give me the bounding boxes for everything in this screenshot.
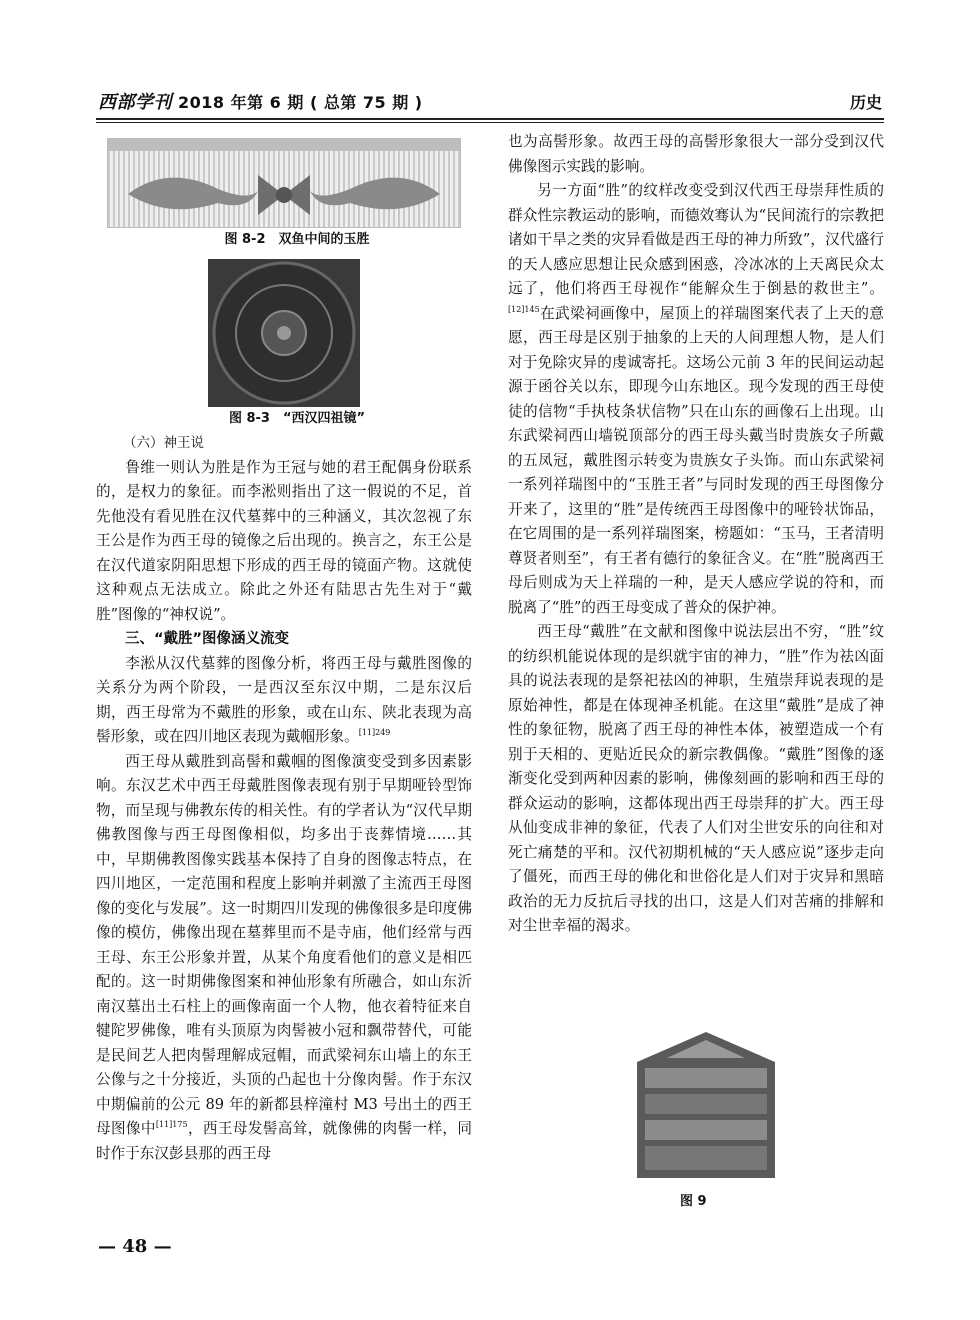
figure-8-3-image <box>208 259 360 407</box>
header-rule <box>96 118 884 120</box>
figure-8-2-image <box>107 138 461 228</box>
paragraph: 也为高髻形象。故西王母的高髻形象很大一部分受到汉代佛像图示实践的影响。 <box>508 133 884 175</box>
issue-info: 2018 年第 6 期 ( 总第 75 期 ) <box>178 93 423 112</box>
figure-8-2-caption: 图 8-2 双鱼中间的玉胜 <box>224 232 370 247</box>
right-column <box>508 130 884 939</box>
figure-9-image <box>628 1032 784 1178</box>
subsection-heading: （六）神王说 <box>123 435 204 451</box>
left-column <box>96 130 472 1166</box>
figure-9-caption: 图 9 <box>680 1194 707 1209</box>
paragraph: 西王母“戴胜”在文献和图像中说法层出不穷，“胜”纹的纺织机能说体现的是织就宇宙的神力，“胜”作为祛凶面具的说法表现的是祭祀祛凶的神职，生殖崇拜说表现的是原始神性，都是在体现神圣机能。在这里“戴胜”是成了神性的象征物，脱离了西王母的神性本体，被塑造成一个有别于天相的、更贴近民众的新宗教偶像。“戴胜”图像的逐渐变化受到两种因素的影响，佛像刻画的影响和西王母的群众运动的影响，这都体现出西王母崇拜的扩大。西王母从仙变成非神的象征，代表了人们对尘世安乐的向往和对死亡痛楚的平和。汉代初期机械的“天人感应说”逐步走向了僵死，而西王母的佛化和世俗化是人们对于灾异和黑暗政治的无力反抗后寻找的出口，这是人们对苦痛的排解和对尘世幸福的渴求。 <box>508 623 884 934</box>
journal-name: 西部学刊 <box>98 92 172 113</box>
citation: [12]145 <box>508 304 540 314</box>
section-label: 历史 <box>849 93 882 112</box>
paragraph: 鲁维一则认为胜是作为王冠与她的君王配偶身份联系的，是权力的象征。而李淞则指出了这一假说的不足，首先他没有看见胜在汉代墓葬中的三种涵义，其次忽视了东王公是作为西王母的镜像之后出现的。换言之，东王公是在汉代道家阴阳思想下形成的西王母的镜面产物。这就使这种观点无法成立。除此之外还有陆思古先生对于“戴胜”图像的“神权说”。 <box>96 458 472 623</box>
citation: [11]175 <box>155 1120 188 1130</box>
paragraph: 李淞从汉代墓葬的图像分析，将西王母与戴胜图像的关系分为两个阶段，一是西汉至东汉中期，二是东汉后期，西王母常为不戴胜的形象，或在山东、陕北表现为高髻形象，或在四川地区表现为戴帼形象。$^{[11]249}$ <box>96 654 472 745</box>
paragraph: 另一方面“胜”的纹样改变受到汉代西王母崇拜性质的群众性宗教运动的影响，而德效骞认为“民间流行的宗教把诸如干旱之类的灾异看做是西王母的神力所致”，汉代盛行的天人感应思想让民众感到困惑，冷冰冰的上天离民众太远了，他们将西王母视作“能解众生于倒悬的救世主”。$^{[12]145}$在武梁祠画像中，屋顶上的祥瑞图案代表了上天的意愿，西王母是区别于抽象的上天的人间理想人物，是人们对于免除灾异的虔诚寄托。这场公元前 3 年的民间运动起源于函谷关以东，即现今山东地区。现今发现的西王母使徒的信物“手执枝条状信物”只在山东的画像石上出现。山东武梁祠西山墙锐顶部分的西王母头戴当时贵族女子所戴的五凤冠，戴胜图示转变为贵族女子头饰。而山东武梁祠一系列祥瑞图中的“玉胜王者”与同时发现的西王母图像分开来了，这里的“胜”是传统西王母图像中的哑铃状饰品，在它周围的是一系列祥瑞图案，榜题如：“玉马，王者清明尊贤者则至”，有王者有德行的象征含义。在“胜”脱离西王母后则成为天上祥瑞的一种，是天人感应学说的符和，而脱离了“胜”的西王母变成了普众的保护神。 <box>508 182 884 616</box>
paragraph: 西王母从戴胜到高髻和戴帼的图像演变受到多因素影响。东汉艺术中西王母戴胜图像表现有别于早期哑铃型饰物，而呈现与佛教东传的相关性。有的学者认为“汉代早期佛教图像与西王母图像相似，均多出于丧葬情境……其中，早期佛教图像实践基本保持了自身的图像志特点，在四川地区，一定范围和程度上影响并刺激了主流西王母图像的变化与发展”。这一时期四川发现的佛像很多是印度佛像的模仿，佛像出现在墓葬里而不是寺庙，他们经常与西王母、东王公形象并置，从某个角度看他们的意义是相匹配的。这一时期佛像图案和神仙形象有所融合，如山东沂南汉墓出土石柱上的画像南面一个人物，他衣着特征来自犍陀罗佛像，唯有头顶原为肉髻被小冠和飘带替代，可能是民间艺人把肉髻理解成冠帽，而武梁祠东山墙上的东王公像与之十分接近，头顶的凸起也十分像肉髻。作于东汉中期偏前的公元 89 年的新都县梓潼村 M3 号出土的西王母图像中$^{[11]175}$，西王母发髻高耸，就像佛的肉髻一样，同时作于东汉彭县那的西王母 <box>96 752 472 1162</box>
running-header <box>98 88 423 114</box>
citation: [11]249 <box>358 728 391 738</box>
header-rule-thin <box>96 122 884 123</box>
page-number: — 48 — <box>98 1236 172 1257</box>
section-heading: 三、“戴胜”图像涵义流变 <box>125 631 290 647</box>
figure-8-3-caption: 图 8-3 “西汉四祖镜” <box>228 410 366 426</box>
